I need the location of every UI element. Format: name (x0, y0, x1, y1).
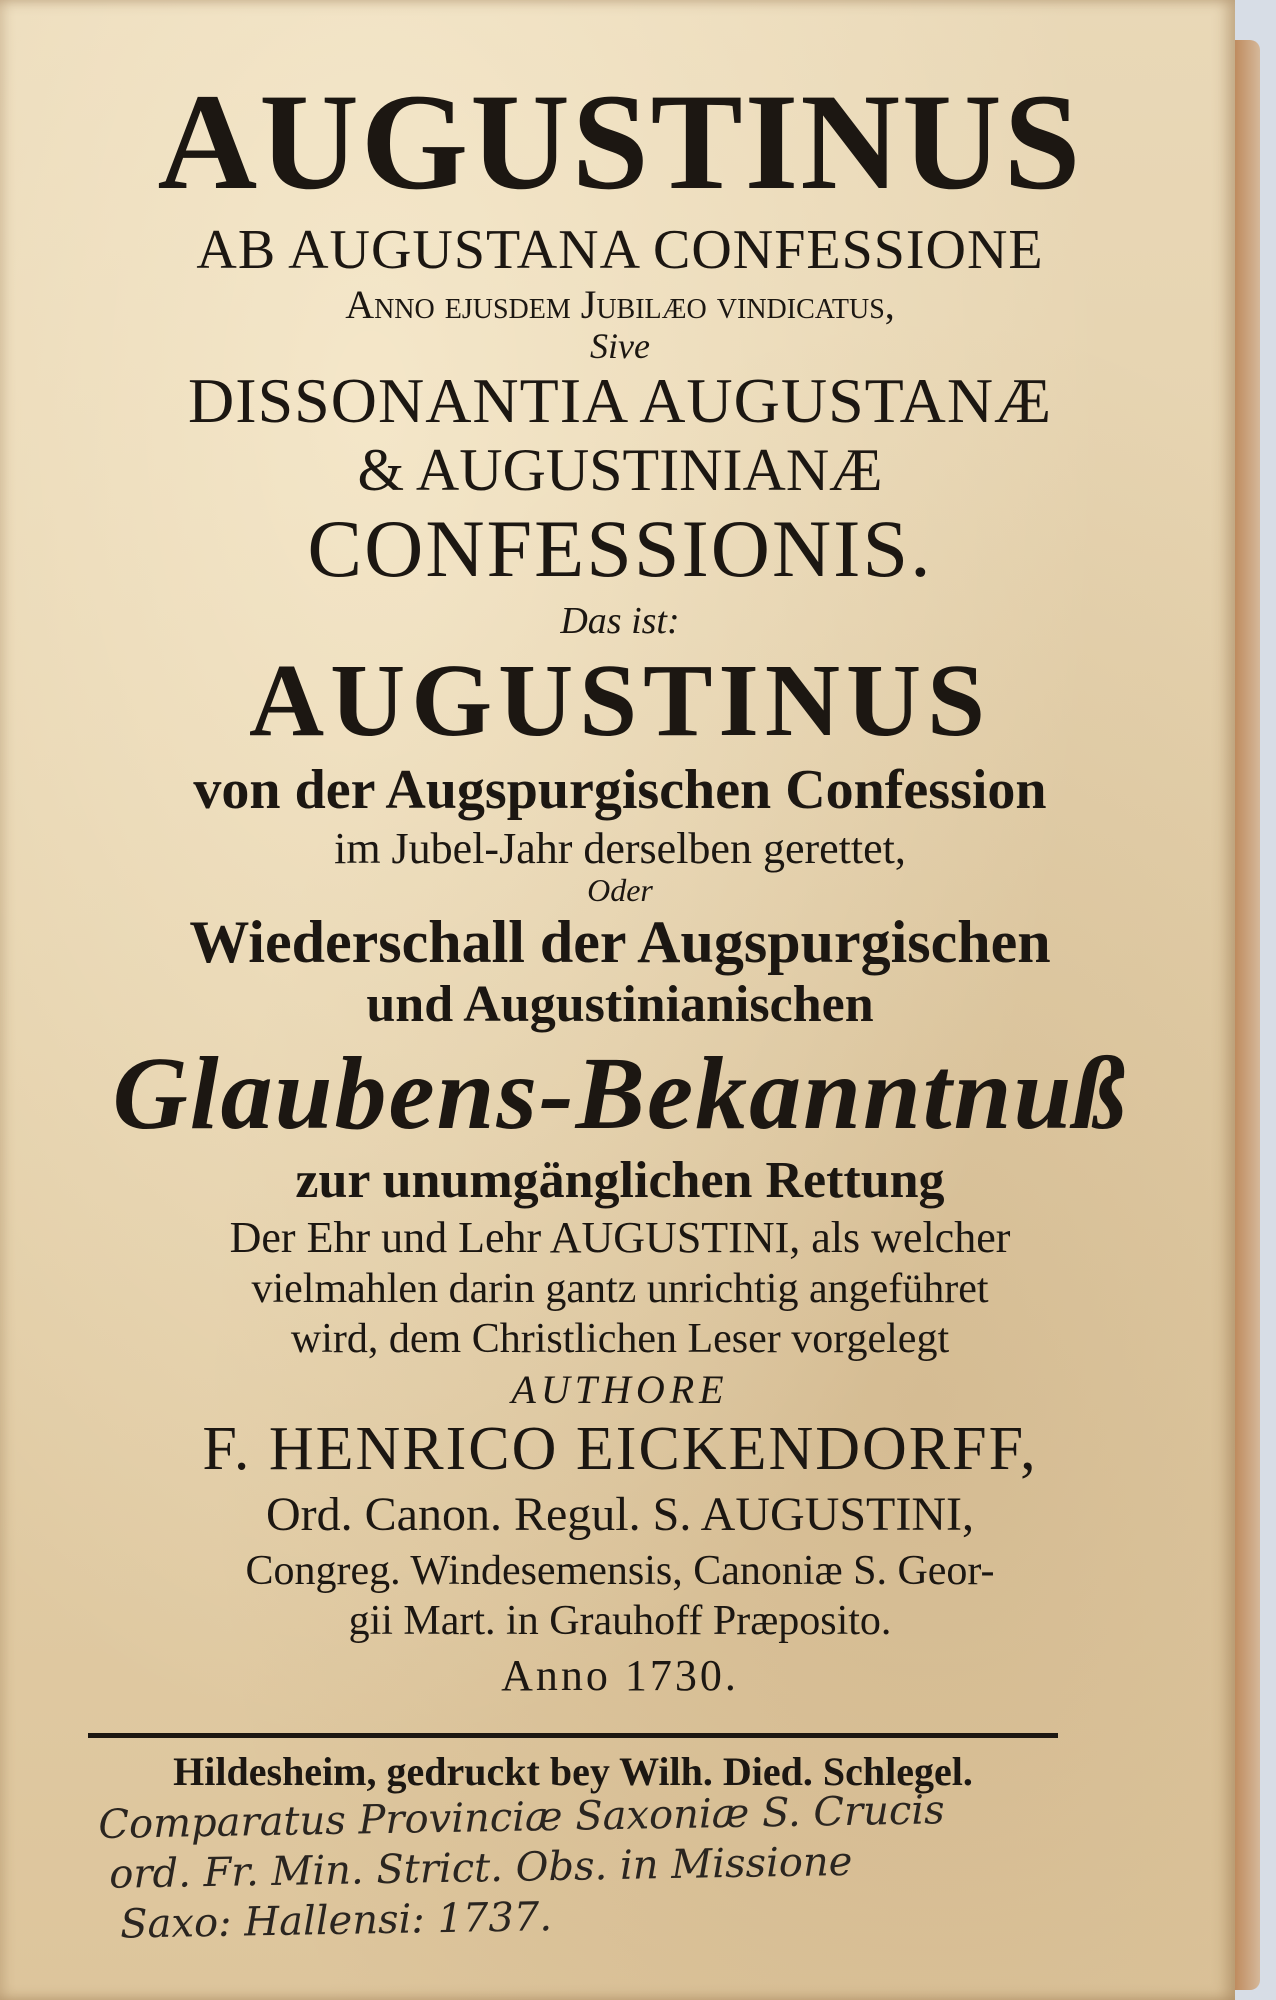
main-title: AUGUSTINUS (157, 65, 1083, 218)
author-affiliation: gii Mart. in Grauhoff Præposito. (348, 1597, 892, 1644)
german-subtitle-line: Wiederschall der Augspurgischen (189, 909, 1051, 976)
german-subtitle-line: vielmahlen darin gantz unrichtig angeführet (251, 1265, 989, 1312)
german-subtitle-line: zur unumgänglichen Rettung (295, 1152, 945, 1210)
conjunction-line: Das ist: (560, 599, 680, 642)
german-subtitle-line: Der Ehr und Lehr AUGUSTINI, als welcher (229, 1212, 1011, 1262)
german-subtitle-line: im Jubel-Jahr derselben gerettet, (334, 823, 906, 873)
handwritten-line: ord. Fr. Min. Strict. Obs. in Missione (108, 1838, 853, 1898)
subtitle-line: & AUGUSTINIANÆ (357, 436, 883, 503)
author-affiliation: Ord. Canon. Regul. S. AUGUSTINI, (266, 1488, 974, 1542)
title-block (60, 65, 1180, 1700)
german-subtitle-line: wird, dem Christlichen Leser vorgelegt (290, 1316, 950, 1363)
handwritten-note (98, 1783, 1100, 1950)
german-subtitle-line: von der Augspurgischen Confession (193, 758, 1047, 821)
conjunction-line: Oder (587, 871, 653, 908)
author-name: F. HENRICO EICKENDORFF, (202, 1415, 1038, 1484)
author-affiliation: Congreg. Windesemensis, Canoniæ S. Geor- (245, 1547, 995, 1594)
subtitle-line: CONFESSIONIS. (307, 502, 933, 594)
imprint: Hildesheim, gedruckt bey Wilh. Died. Schlegel. (173, 1749, 973, 1794)
subtitle-line: Anno ejusdem Jubilæo vindicatus, (345, 281, 895, 327)
handwritten-line: Saxo: Hallensi: 1737. (119, 1894, 553, 1948)
german-display-line: Glaubens-Bekanntnuß (112, 1036, 1128, 1152)
german-subtitle-line: und Augustinianischen (366, 976, 874, 1034)
publication-year: Anno 1730. (501, 1650, 739, 1700)
conjunction-line: Sive (590, 325, 650, 366)
subtitle-line: DISSONANTIA AUGUSTANÆ (188, 365, 1052, 437)
author-label: AUTHORE (511, 1367, 729, 1413)
imprint-rule (88, 1733, 1058, 1738)
subtitle-line: AB AUGUSTANA CONFESSIONE (196, 218, 1044, 281)
german-title: AUGUSTINUS (249, 642, 991, 758)
handwritten-line: Comparatus Provinciæ Saxoniæ S. Crucis (98, 1787, 945, 1848)
